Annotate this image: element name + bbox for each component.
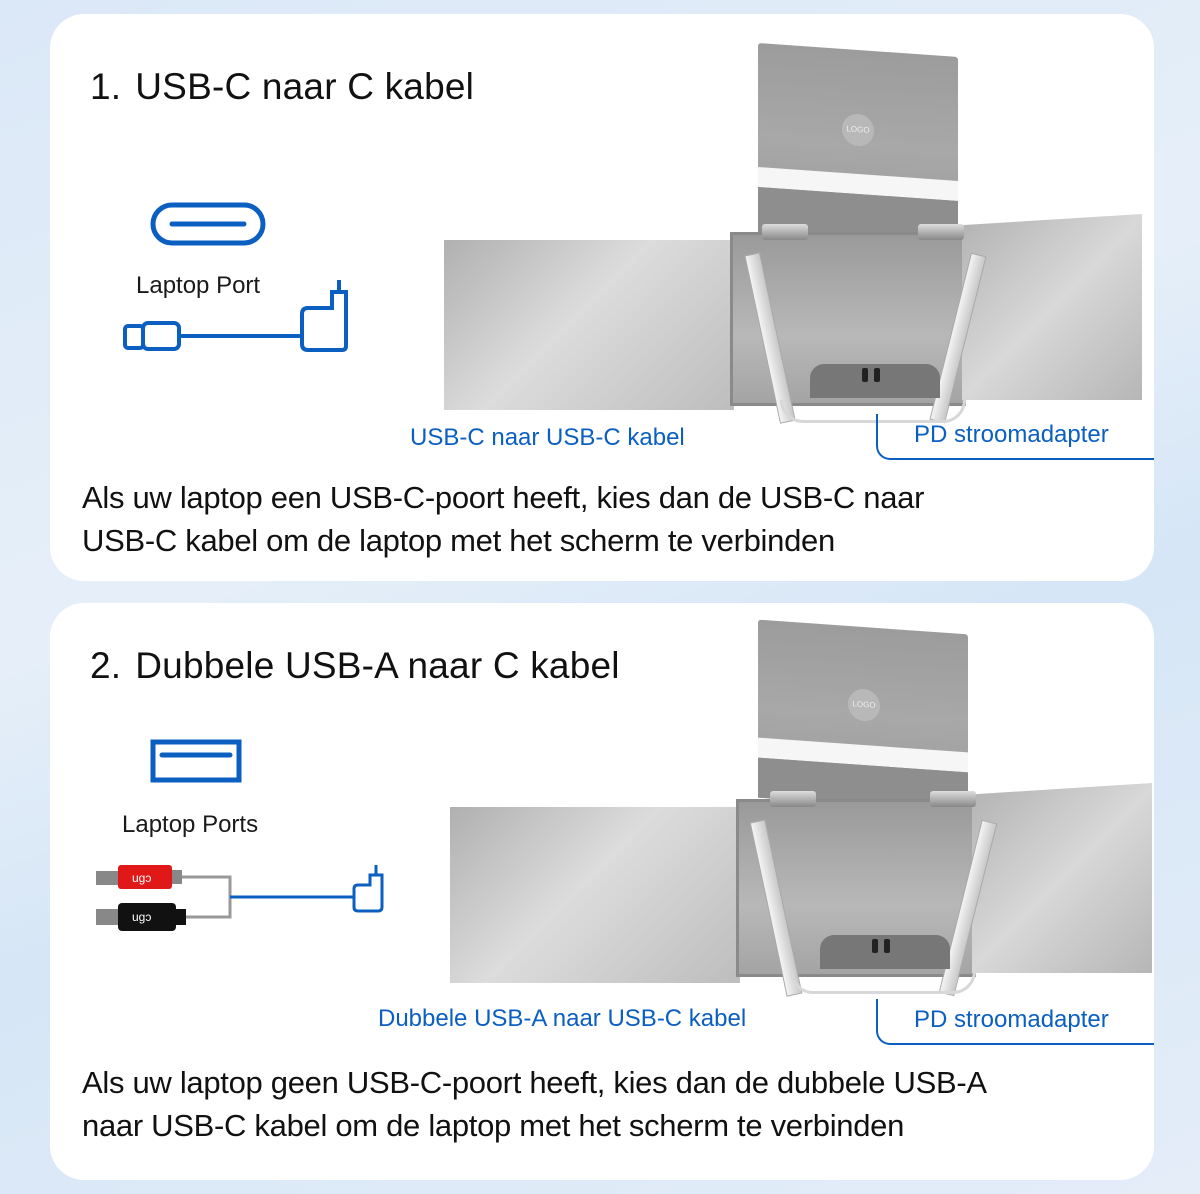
- section-title-text: Dubbele USB-A naar C kabel: [135, 645, 620, 686]
- description-line: USB-C kabel om de laptop met het scherm te verbinden: [82, 523, 835, 558]
- pd-adapter-label: PD stroomadapter: [914, 421, 1109, 448]
- description-line: Als uw laptop een USB-C-poort heeft, kies dan de USB-C naar: [82, 480, 925, 515]
- svg-text:ugɔ: ugɔ: [132, 871, 152, 885]
- section-title-text: USB-C naar C kabel: [135, 66, 475, 107]
- left-screen: [444, 240, 734, 410]
- cable-label: Dubbele USB-A naar USB-C kabel: [378, 1005, 747, 1032]
- section-description: [82, 476, 924, 562]
- section-title: [90, 66, 474, 108]
- port: [862, 368, 868, 382]
- hinge: [918, 224, 964, 240]
- triple-monitor-image: [440, 619, 1154, 999]
- logo-badge: LOGO: [842, 113, 874, 147]
- port: [874, 368, 880, 382]
- pd-adapter-label: PD stroomadapter: [914, 1006, 1109, 1033]
- left-screen: [450, 807, 740, 983]
- hinge: [930, 791, 976, 807]
- usb-c-to-c-cable-icon: [120, 276, 360, 356]
- logo-badge: LOGO: [848, 688, 880, 722]
- section-card-usb-c: [50, 14, 1154, 581]
- top-screen: [758, 620, 968, 813]
- stand-foot: [790, 971, 976, 994]
- usb-c-port-icon: [150, 202, 266, 246]
- svg-text:ugɔ: ugɔ: [132, 910, 152, 924]
- hinge: [762, 224, 808, 240]
- top-screen: [758, 43, 958, 247]
- port-label: Laptop Ports: [122, 811, 259, 838]
- port: [884, 939, 890, 953]
- hinge: [770, 791, 816, 807]
- section-description: [82, 1061, 987, 1147]
- port: [872, 939, 878, 953]
- usb-a-port-icon: [150, 739, 242, 783]
- port-label: Laptop Port: [136, 272, 261, 299]
- right-screen: [962, 214, 1142, 400]
- description-line: Als uw laptop geen USB-C-poort heeft, kies dan de dubbele USB-A: [82, 1065, 987, 1100]
- cable-label: USB-C naar USB-C kabel: [410, 424, 685, 451]
- description-line: naar USB-C kabel om de laptop met het scherm te verbinden: [82, 1108, 905, 1143]
- triple-monitor-image: [440, 44, 1154, 424]
- dual-usb-a-to-c-cable-icon: [94, 855, 394, 941]
- right-screen: [972, 783, 1152, 973]
- section-card-usb-a: [50, 603, 1154, 1180]
- section-number: 2.: [90, 645, 122, 686]
- section-number: 1.: [90, 66, 122, 107]
